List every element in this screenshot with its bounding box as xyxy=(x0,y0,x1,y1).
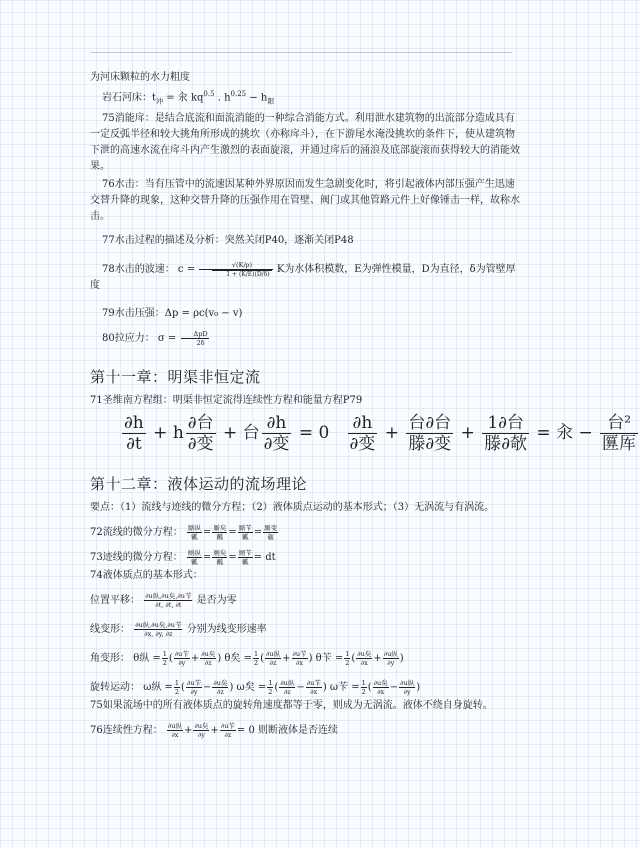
line-roughness: 为河床颗粒的水力粗度 xyxy=(90,72,190,83)
chapter-12-title: 第十二章：液体运动的流场理论 xyxy=(90,475,308,494)
paragraph-80: 80拉应力： σ = $\frac{\text{ΔpD}}{2\delta}$ xyxy=(102,330,208,348)
paragraph-76: 76水击：当有压管中的流速因某种外界原因而发生急剧变化时，将引起液体内部压强产生迅速交替升降的现象，这种交替升降的压强作用在管壁、阀门或其他管路元件上好像锤击一样，故称水击。 xyxy=(90,179,520,223)
paragraph-76b: 76连续性方程： $\frac{\text{∂u纵}}{\partial x}$ + $\frac{\text{∂u矣}}{\partial y}$ + $\frac{\text{∂u苄}}{\partial z}$ = 0 则断液体是否连续 xyxy=(90,722,338,740)
saint-venant-equations: $\frac{\partial h}{\partial t}$ + h $\frac{\text{∂台}}{\text{∂变}}$ + 台 $\frac{\partial h}{\text{∂变}}$ = 0 $\frac{\partial h}{\text{∂变}}$ + $\frac{\text{台∂台}}{\text{滕∂变}}$ + $\frac{\text{1∂台}}{\text{滕∂欹}}$ = 汆 − $\frac{\text{台²}}{\text{匴厍}}$ xyxy=(124,413,637,455)
linear-deformation: 线变形： $\frac{\text{∂u纵,∂u矣,∂u苄}}{\partial x, \partial y, \partial z}$ 分别为线变形速率 xyxy=(90,621,267,639)
chapter-11-title: 第十一章：明渠非恒定流 xyxy=(90,368,261,387)
paragraph-77: 77水击过程的描述及分析：突然关闭P40，逐渐关闭P48 xyxy=(102,235,354,247)
key-points: 要点：（1）流线与迹线的微分方程；（2）液体质点运动的基本形式；（3）无涡流与有涡流。 xyxy=(90,502,495,514)
paragraph-78: 78水击的波速： c = $\frac{√(K/\rho)}{1 + (K/E)(D/\delta)}$ K为水体积模数，E为弹性模量，D为直径，δ为管壁厚度 xyxy=(90,261,516,292)
page-content xyxy=(90,70,637,741)
angular-deformation: 角变形： θ纵 = $\frac{1}{2}$ ( $\frac{\text{∂u苄}}{\partial y}$ + $\frac{\text{∂u矣}}{\partial z}$ ) θ矣 = $\frac{1}{2}$ ( $\frac{\text{∂u纵}}{\partial z}$ + $\frac{\text{∂u苄}}{\partial x}$ ) θ苄 = $\frac{1}{2}$ ( $\frac{\text{∂u矣}}{\partial x}$ + $\frac{\text{∂u纵}}{\partial y}$ ) xyxy=(90,650,404,668)
line-rock-bed: 岩石河床：$t_冲$ = 汆 $kq^{0.5}$ . $h^{0.25} - h_限$ xyxy=(102,90,275,106)
paragraph-75b: 75如果流场中的所有液体质点的旋转角速度都等于零，则成为无涡流。液体不绕自身旋转。 xyxy=(90,700,493,712)
wave-speed-fraction: $\frac{√(K/\rho)}{1 + (K/E)(D/\delta)}$ xyxy=(199,261,272,278)
paragraph-74: 74液体质点的基本形式： xyxy=(90,570,203,582)
header-rule xyxy=(90,52,512,53)
paragraph-71: 71圣维南方程组：明渠非恒定流得连续性方程和能量方程P79 xyxy=(90,395,363,407)
paragraph-73: 73迹线的微分方程： $\frac{\text{厕纵}}{\text{瓤}}$ = $\frac{\text{厕矣}}{\text{瓤}}$ = $\frac{\text{厕苄}}{\text{瓤}}$ = dt xyxy=(90,549,276,567)
paragraph-75: 75消能戽：是结合底流和面流消能的一种综合消能方式。利用泄水建筑物的出流部分造成具有一定反弧半径和较大挑角所形成的挑坎（亦称戽斗），在下游尾水淹没挑坎的条件下，使从建筑物下泄的高速水流在戽斗内产生激烈的表面旋滚，并通过戽后的涌浪及底部旋滚而获得较大的消能效果。 xyxy=(90,113,520,173)
translation: 位置平移： $\frac{\text{∂u纵,∂u矣,∂u苄}}{\partial t, \partial t, \partial t}$ 是否为零 xyxy=(90,592,237,610)
paragraph-79: 79水击压强：Δp = ρc(v₀ − v) xyxy=(102,308,243,320)
rotation: 旋转运动： ω纵 = $\frac{1}{2}$ ( $\frac{\text{∂u苄}}{\partial y}$ − $\frac{\text{∂u矣}}{\partial z}$ ) ω矣 = $\frac{1}{2}$ ( $\frac{\text{∂u纵}}{\partial z}$ − $\frac{\text{∂u苄}}{\partial x}$ ) ω苄 = $\frac{1}{2}$ ( $\frac{\text{∂u矣}}{\partial x}$ − $\frac{\text{∂u纵}}{\partial y}$ ) xyxy=(90,679,421,697)
tensile-stress-fraction: $\frac{\text{ΔpD}}{2\delta}$ xyxy=(181,330,209,347)
paragraph-72: 72流线的微分方程： $\frac{\text{厮纵}}{\text{瓤}}$ = $\frac{\text{厮矣}}{\text{瓤}}$ = $\frac{\text{厮苄}}{\text{瓤}}$ = $\frac{\text{厮变}}{\text{瓻}}$ xyxy=(90,524,278,542)
